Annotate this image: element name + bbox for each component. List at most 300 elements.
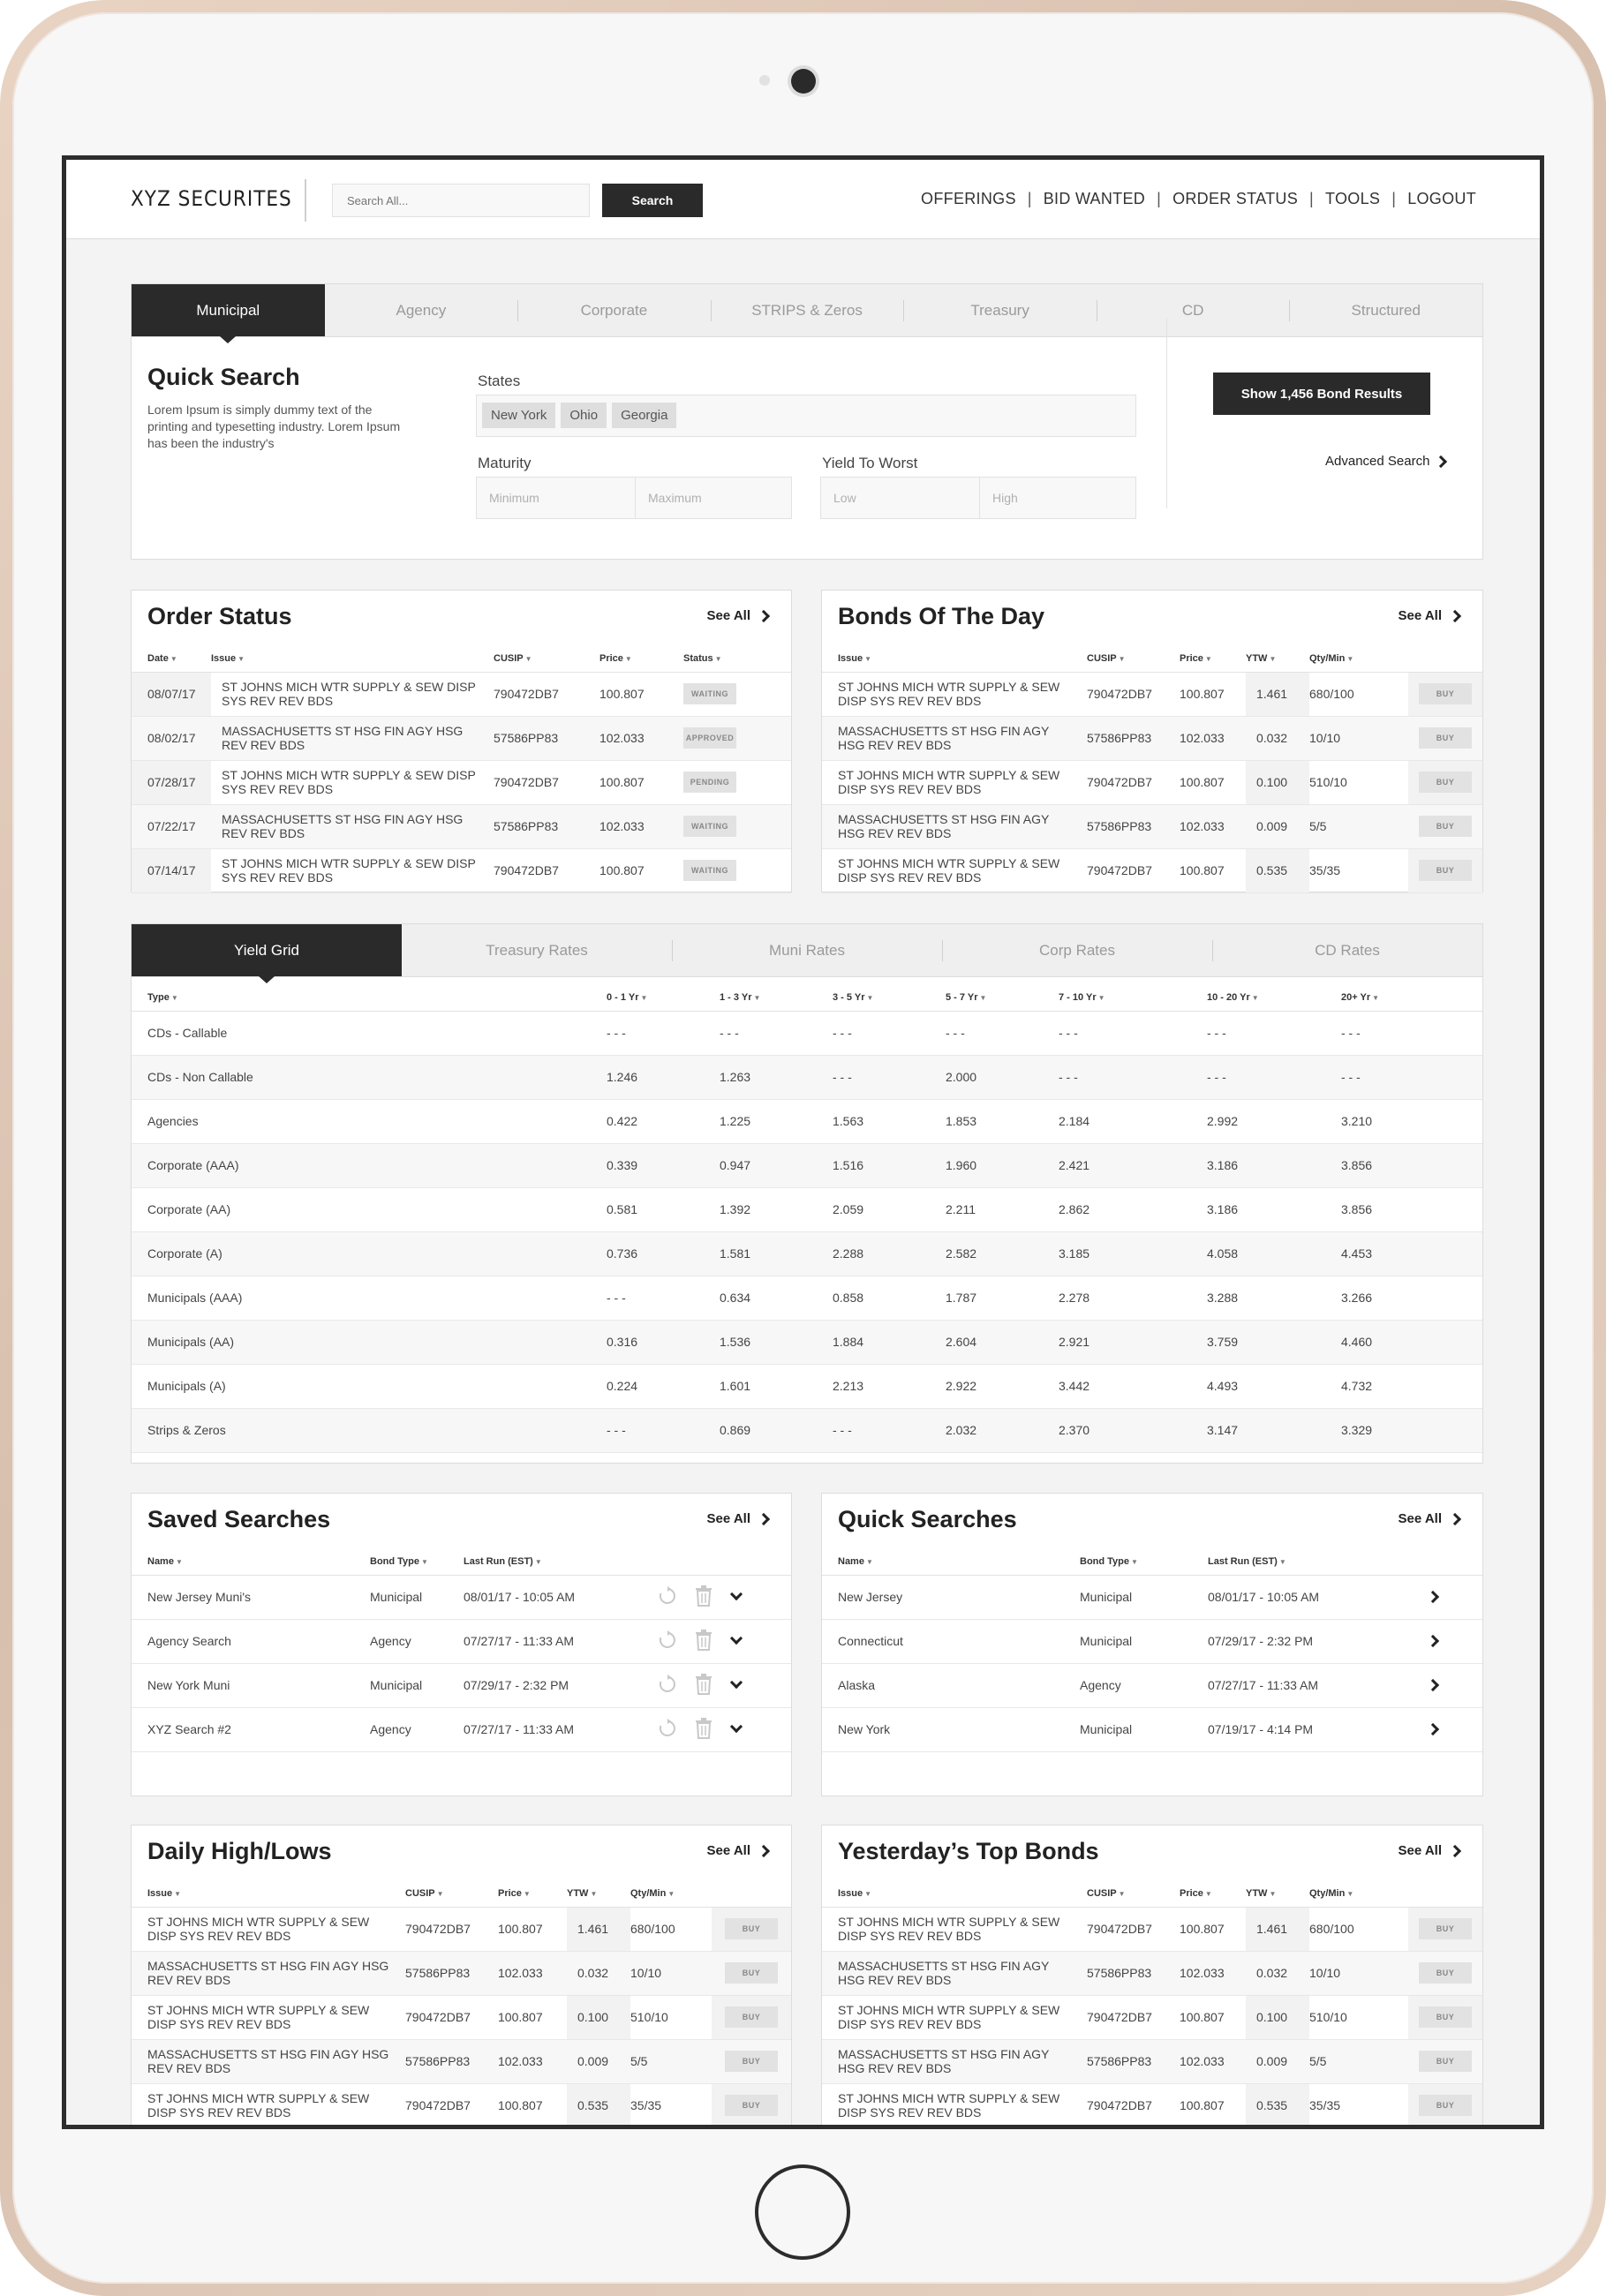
- table-row[interactable]: [132, 1187, 1482, 1231]
- buy-button[interactable]: BUY: [1419, 2006, 1472, 2028]
- states-field[interactable]: [476, 395, 1136, 437]
- yield-cell: 2.213: [833, 1364, 946, 1408]
- table-row[interactable]: [132, 2039, 791, 2083]
- type-cell: Strips & Zeros: [132, 1408, 607, 1452]
- yield-cell: 2.184: [1059, 1099, 1207, 1143]
- see-all-label: See All: [706, 1843, 750, 1858]
- chevron-down-icon[interactable]: [730, 1632, 743, 1645]
- qty-min-cell: 35/35: [1309, 848, 1408, 892]
- name-cell: New Jersey Muni's: [132, 1575, 370, 1619]
- actions-cell: [1429, 1707, 1482, 1751]
- date-cell: 07/14/17: [132, 848, 211, 892]
- see-all-label: See All: [1398, 1511, 1442, 1526]
- yield-cell: 1.853: [946, 1099, 1059, 1143]
- refresh-icon[interactable]: [658, 1719, 677, 1741]
- yield-cell: 4.058: [1207, 1231, 1341, 1276]
- column-header[interactable]: [1246, 645, 1309, 672]
- table-row[interactable]: [132, 1408, 1482, 1452]
- table-row[interactable]: [132, 760, 791, 804]
- search-input[interactable]: [332, 184, 590, 217]
- table-row[interactable]: [132, 1364, 1482, 1408]
- name-cell: New York: [822, 1707, 1080, 1751]
- daily-high-lows-table: [132, 1880, 791, 2128]
- table-row[interactable]: [822, 1995, 1482, 2039]
- main-nav: [921, 190, 1476, 208]
- ytw-cell: 1.461: [1246, 672, 1309, 716]
- issue-cell: ST JOHNS MICH WTR SUPPLY & SEW DISP SYS REV REV BDS: [822, 1995, 1087, 2039]
- table-row[interactable]: [132, 1099, 1482, 1143]
- column-header[interactable]: [946, 984, 1059, 1011]
- buy-cell: [1408, 804, 1482, 848]
- nav-tools[interactable]: TOOLS: [1325, 190, 1381, 207]
- column-header[interactable]: [132, 1880, 405, 1907]
- cusip-cell: 57586PP83: [1087, 1951, 1180, 1995]
- buy-button[interactable]: BUY: [725, 1962, 778, 1984]
- table-row[interactable]: [132, 1231, 1482, 1276]
- bonds-of-day-title: Bonds Of The Day: [838, 603, 1045, 629]
- sort-arrow-icon: ▼: [1346, 654, 1354, 663]
- last-run-cell: 07/27/17 - 11:33 AM: [1208, 1663, 1429, 1707]
- nav-separator: |: [1391, 190, 1397, 207]
- saved-searches-see-all[interactable]: [707, 1511, 768, 1526]
- sort-arrow-icon: ▼: [714, 654, 722, 663]
- column-header[interactable]: [1246, 1880, 1309, 1907]
- yield-cell: 2.370: [1059, 1408, 1207, 1452]
- maturity-label: Maturity: [478, 455, 532, 471]
- yesterdays-top-bonds-see-all[interactable]: [1399, 1843, 1459, 1858]
- tab-agency[interactable]: Agency: [396, 301, 447, 319]
- last-run-cell: 08/01/17 - 10:05 AM: [464, 1575, 658, 1619]
- table-row[interactable]: [132, 1707, 791, 1751]
- yield-cell: 2.604: [946, 1320, 1059, 1364]
- buy-button[interactable]: BUY: [1419, 683, 1472, 704]
- cusip-cell: 57586PP83: [494, 804, 599, 848]
- ytw-high-input[interactable]: High: [979, 478, 1137, 518]
- yield-cell: 3.186: [1207, 1143, 1341, 1187]
- sort-arrow-icon: ▼: [979, 993, 987, 1002]
- date-cell: 07/22/17: [132, 804, 211, 848]
- status-cell: [683, 716, 791, 760]
- table-row[interactable]: [822, 2039, 1482, 2083]
- actions-cell: [658, 1575, 791, 1619]
- table-row[interactable]: [822, 848, 1482, 892]
- yield-cell: - - -: [607, 1011, 720, 1055]
- chevron-down-icon[interactable]: [730, 1676, 743, 1689]
- table-row[interactable]: [132, 848, 791, 892]
- yield-cell: 3.147: [1207, 1408, 1341, 1452]
- yield-cell: 2.421: [1059, 1143, 1207, 1187]
- price-cell: 100.807: [599, 848, 683, 892]
- chevron-right-icon: [758, 1512, 770, 1524]
- ytw-cell: 0.100: [1246, 1995, 1309, 2039]
- type-cell: Municipals (A): [132, 1364, 607, 1408]
- table-row[interactable]: [822, 804, 1482, 848]
- table-row[interactable]: [132, 1995, 791, 2039]
- table-row[interactable]: [822, 1707, 1482, 1751]
- name-cell: Agency Search: [132, 1619, 370, 1663]
- column-header[interactable]: [1208, 1548, 1429, 1575]
- chevron-right-icon[interactable]: [1427, 1679, 1439, 1691]
- maturity-max-input[interactable]: Maximum: [635, 478, 793, 518]
- qty-min-cell: 10/10: [1309, 1951, 1408, 1995]
- nav-bid-wanted[interactable]: BID WANTED: [1043, 190, 1146, 207]
- yield-cell: 1.601: [720, 1364, 833, 1408]
- price-cell: 102.033: [1180, 716, 1246, 760]
- yield-cell: - - -: [833, 1011, 946, 1055]
- tab-strips-zeros[interactable]: STRIPS & Zeros: [711, 284, 904, 336]
- maturity-range: [476, 477, 792, 519]
- price-cell: 102.033: [1180, 2039, 1246, 2083]
- price-cell: 100.807: [1180, 1995, 1246, 2039]
- chevron-down-icon[interactable]: [730, 1588, 743, 1600]
- buy-button[interactable]: BUY: [1419, 1962, 1472, 1984]
- tab-treasury-rates[interactable]: Treasury Rates: [486, 941, 588, 959]
- nav-order-status[interactable]: ORDER STATUS: [1172, 190, 1299, 207]
- buy-button[interactable]: BUY: [725, 2006, 778, 2028]
- table-row[interactable]: [822, 1663, 1482, 1707]
- price-cell: 100.807: [498, 2083, 567, 2127]
- nav-separator: |: [1027, 190, 1032, 207]
- table-row[interactable]: [132, 1143, 1482, 1187]
- table-row[interactable]: [822, 716, 1482, 760]
- column-header[interactable]: [1341, 984, 1482, 1011]
- trash-icon[interactable]: [695, 1674, 713, 1698]
- nav-separator: |: [1309, 190, 1314, 207]
- table-row[interactable]: [822, 1575, 1482, 1619]
- sort-arrow-icon: ▼: [1372, 993, 1380, 1002]
- qty-min-cell: 5/5: [1309, 804, 1408, 848]
- yield-cell: 0.869: [720, 1408, 833, 1452]
- buy-button[interactable]: BUY: [1419, 2095, 1472, 2116]
- yield-cell: - - -: [607, 1408, 720, 1452]
- state-chip[interactable]: New York: [482, 403, 555, 428]
- logo[interactable]: XYZ SECURITES: [131, 186, 292, 211]
- column-header[interactable]: [132, 1548, 370, 1575]
- nav-offerings[interactable]: OFFERINGS: [921, 190, 1016, 207]
- qty-min-cell: 5/5: [1309, 2039, 1408, 2083]
- chevron-right-icon: [1449, 1844, 1461, 1856]
- table-row[interactable]: [132, 672, 791, 716]
- sort-arrow-icon: ▼: [1269, 654, 1277, 663]
- order-status-title: Order Status: [147, 603, 292, 629]
- column-header[interactable]: [494, 645, 599, 672]
- cusip-cell: 790472DB7: [1087, 848, 1180, 892]
- trash-icon[interactable]: [695, 1630, 713, 1653]
- tab-corporate[interactable]: Corporate: [517, 284, 711, 336]
- column-header[interactable]: [498, 1880, 567, 1907]
- cusip-cell: 790472DB7: [1087, 760, 1180, 804]
- column-header[interactable]: [822, 1880, 1087, 1907]
- column-header[interactable]: [1087, 1880, 1180, 1907]
- type-cell: Corporate (A): [132, 1231, 607, 1276]
- quick-search-panel: [131, 283, 1483, 560]
- yield-cell: 0.316: [607, 1320, 720, 1364]
- chevron-down-icon[interactable]: [730, 1720, 743, 1733]
- daily-high-lows-see-all[interactable]: [707, 1843, 768, 1858]
- column-header[interactable]: [1180, 645, 1246, 672]
- table-row[interactable]: [132, 1055, 1482, 1099]
- yield-cell: 1.884: [833, 1320, 946, 1364]
- qty-min-cell: 680/100: [1309, 1907, 1408, 1951]
- buy-button[interactable]: BUY: [1419, 2051, 1472, 2072]
- tab-treasury[interactable]: Treasury: [903, 284, 1097, 336]
- chevron-right-icon[interactable]: [1427, 1635, 1439, 1647]
- home-button[interactable]: [755, 2164, 850, 2260]
- column-header[interactable]: [1309, 645, 1408, 672]
- ytw-low-input[interactable]: Low: [833, 491, 856, 505]
- column-label: Last Run (EST): [464, 1555, 533, 1567]
- column-label: Status: [683, 652, 713, 664]
- yield-cell: 0.736: [607, 1231, 720, 1276]
- column-label: CUSIP: [494, 652, 524, 664]
- buy-button[interactable]: BUY: [1419, 1918, 1472, 1939]
- table-row[interactable]: [132, 1320, 1482, 1364]
- table-row[interactable]: [132, 804, 791, 848]
- tab-cd-rates[interactable]: CD Rates: [1212, 924, 1482, 976]
- column-label: Price: [599, 652, 623, 664]
- buy-button[interactable]: BUY: [1419, 816, 1472, 837]
- price-cell: 102.033: [599, 804, 683, 848]
- last-run-cell: 07/27/17 - 11:33 AM: [464, 1619, 658, 1663]
- refresh-icon[interactable]: [658, 1675, 677, 1697]
- tab-cd[interactable]: CD: [1097, 284, 1290, 336]
- buy-cell: [712, 1951, 791, 1995]
- issue-cell: ST JOHNS MICH WTR SUPPLY & SEW DISP SYS REV REV BDS: [822, 848, 1087, 892]
- actions-header: [1408, 645, 1482, 672]
- sort-arrow-icon: ▼: [534, 1557, 542, 1566]
- column-label: CUSIP: [1087, 652, 1117, 664]
- search-button[interactable]: Search: [602, 184, 703, 217]
- cusip-cell: 57586PP83: [405, 1951, 498, 1995]
- date-cell: 08/02/17: [132, 716, 211, 760]
- trash-icon[interactable]: [695, 1718, 713, 1742]
- column-label: Qty/Min: [630, 1887, 667, 1899]
- chevron-right-icon[interactable]: [1427, 1723, 1439, 1735]
- yield-cell: 0.581: [607, 1187, 720, 1231]
- table-row[interactable]: [822, 760, 1482, 804]
- maturity-min-input[interactable]: Minimum: [489, 491, 539, 505]
- column-header[interactable]: [1080, 1548, 1208, 1575]
- column-header[interactable]: [1309, 1880, 1408, 1907]
- table-row[interactable]: [822, 672, 1482, 716]
- saved-searches-panel: [131, 1493, 792, 1796]
- type-cell: Municipals (AAA): [132, 1276, 607, 1320]
- trash-icon[interactable]: [695, 1585, 713, 1609]
- qty-min-cell: 10/10: [630, 1951, 712, 1995]
- column-header[interactable]: [599, 645, 683, 672]
- cusip-cell: 57586PP83: [405, 2039, 498, 2083]
- bonds-of-day-see-all[interactable]: [1399, 608, 1459, 623]
- header-row: [132, 984, 1482, 1011]
- nav-logout[interactable]: LOGOUT: [1407, 190, 1476, 207]
- column-label: Qty/Min: [1309, 1887, 1346, 1899]
- yield-cell: 3.856: [1341, 1187, 1482, 1231]
- yield-cell: 1.392: [720, 1187, 833, 1231]
- refresh-icon[interactable]: [658, 1586, 677, 1608]
- category-tabs: [132, 284, 1482, 337]
- tab-municipal[interactable]: Municipal: [132, 284, 325, 336]
- state-chip[interactable]: Georgia: [612, 403, 676, 428]
- table-row[interactable]: [132, 2083, 791, 2127]
- table-row[interactable]: [132, 1951, 791, 1995]
- yield-cell: 2.000: [946, 1055, 1059, 1099]
- yield-cell: - - -: [1341, 1055, 1482, 1099]
- see-all-label: See All: [1398, 608, 1442, 623]
- qty-min-cell: 680/100: [1309, 672, 1408, 716]
- yield-cell: 1.960: [946, 1143, 1059, 1187]
- chevron-right-icon: [1435, 455, 1447, 467]
- yield-cell: 4.460: [1341, 1320, 1482, 1364]
- table-row[interactable]: [132, 1276, 1482, 1320]
- yield-cell: 3.856: [1341, 1143, 1482, 1187]
- issue-cell: ST JOHNS MICH WTR SUPPLY & SEW DISP SYS REV REV BDS: [132, 1995, 405, 2039]
- sort-arrow-icon: ▼: [1269, 1889, 1277, 1898]
- column-header[interactable]: [630, 1880, 712, 1907]
- column-header[interactable]: [464, 1548, 658, 1575]
- status-badge: PENDING: [683, 772, 736, 793]
- bonds-of-day-rows: [822, 672, 1482, 892]
- last-run-cell: 07/27/17 - 11:33 AM: [464, 1707, 658, 1751]
- price-cell: 100.807: [1180, 2083, 1246, 2127]
- sort-arrow-icon: ▼: [865, 1557, 873, 1566]
- refresh-icon[interactable]: [658, 1630, 677, 1652]
- column-header[interactable]: [720, 984, 833, 1011]
- table-row[interactable]: [822, 1907, 1482, 1951]
- column-header[interactable]: [405, 1880, 498, 1907]
- column-header[interactable]: [370, 1548, 464, 1575]
- column-header[interactable]: [1059, 984, 1207, 1011]
- issue-cell: MASSACHUSETTS ST HSG FIN AGY HSG REV REV BDS: [132, 1951, 405, 1995]
- table-row[interactable]: [132, 1619, 791, 1663]
- yield-cell: 3.442: [1059, 1364, 1207, 1408]
- buy-button[interactable]: BUY: [725, 1918, 778, 1939]
- yield-cell: - - -: [1059, 1055, 1207, 1099]
- ytw-label: Yield To Worst: [822, 455, 918, 471]
- cusip-cell: 57586PP83: [1087, 2039, 1180, 2083]
- tab-yield-grid[interactable]: Yield Grid: [132, 924, 402, 976]
- column-header[interactable]: [833, 984, 946, 1011]
- sort-arrow-icon: ▼: [170, 993, 178, 1002]
- yield-cell: 2.921: [1059, 1320, 1207, 1364]
- column-header[interactable]: [822, 645, 1087, 672]
- tab-muni-rates[interactable]: Muni Rates: [672, 924, 942, 976]
- column-header[interactable]: [822, 1548, 1080, 1575]
- issue-cell: MASSACHUSETTS ST HSG FIN AGY HSG REV REV BDS: [822, 804, 1087, 848]
- table-row[interactable]: [132, 1575, 791, 1619]
- buy-button[interactable]: BUY: [1419, 860, 1472, 881]
- yield-cell: 3.288: [1207, 1276, 1341, 1320]
- price-cell: 100.807: [1180, 760, 1246, 804]
- type-cell: Corporate (AAA): [132, 1143, 607, 1187]
- buy-cell: [712, 1907, 791, 1951]
- yield-cell: - - -: [720, 1011, 833, 1055]
- actions-cell: [658, 1619, 791, 1663]
- column-label: Issue: [838, 1887, 863, 1899]
- ytw-cell: 0.535: [1246, 848, 1309, 892]
- state-chip[interactable]: Ohio: [561, 403, 607, 428]
- order-status-panel: [131, 590, 792, 892]
- table-row[interactable]: [132, 1907, 791, 1951]
- yield-cell: - - -: [1059, 1011, 1207, 1055]
- yield-cell: 1.787: [946, 1276, 1059, 1320]
- name-cell: New York Muni: [132, 1663, 370, 1707]
- yield-cell: - - -: [946, 1011, 1059, 1055]
- status-cell: [683, 848, 791, 892]
- column-header[interactable]: [1207, 984, 1341, 1011]
- last-run-cell: 07/29/17 - 2:32 PM: [1208, 1619, 1429, 1663]
- buy-button[interactable]: BUY: [1419, 772, 1472, 793]
- buy-cell: [712, 1995, 791, 2039]
- table-row[interactable]: [822, 1951, 1482, 1995]
- column-label: Last Run (EST): [1208, 1555, 1278, 1567]
- issue-cell: ST JOHNS MICH WTR SUPPLY & SEW DISP SYS REV REV BDS: [822, 2083, 1087, 2127]
- sort-arrow-icon: ▼: [238, 654, 245, 663]
- yield-cell: 2.211: [946, 1187, 1059, 1231]
- column-header[interactable]: [132, 984, 607, 1011]
- quick-searches-see-all[interactable]: [1399, 1511, 1459, 1526]
- table-row[interactable]: [132, 1663, 791, 1707]
- buy-button[interactable]: BUY: [1419, 727, 1472, 749]
- buy-button[interactable]: BUY: [725, 2051, 778, 2072]
- column-label: CUSIP: [405, 1887, 435, 1899]
- column-label: Bond Type: [370, 1555, 420, 1567]
- name-cell: Alaska: [822, 1663, 1080, 1707]
- advanced-search-link[interactable]: [1325, 454, 1445, 469]
- cusip-cell: 790472DB7: [405, 1995, 498, 2039]
- bond-type-cell: Municipal: [1080, 1707, 1208, 1751]
- column-header[interactable]: [567, 1880, 630, 1907]
- column-header[interactable]: [683, 645, 791, 672]
- column-header[interactable]: [1180, 1880, 1246, 1907]
- sort-arrow-icon: ▼: [866, 993, 874, 1002]
- table-row[interactable]: [822, 1619, 1482, 1663]
- yield-cell: 2.278: [1059, 1276, 1207, 1320]
- column-header[interactable]: [132, 645, 211, 672]
- order-status-see-all[interactable]: [707, 608, 768, 623]
- daily-high-lows-rows: [132, 1907, 791, 2127]
- column-header[interactable]: [607, 984, 720, 1011]
- column-header[interactable]: [211, 645, 494, 672]
- buy-button[interactable]: BUY: [725, 2095, 778, 2116]
- saved-searches-table: [132, 1548, 791, 1752]
- column-header[interactable]: [1087, 645, 1180, 672]
- tab-corp-rates[interactable]: Corp Rates: [942, 924, 1212, 976]
- yield-cell: 3.210: [1341, 1099, 1482, 1143]
- sort-arrow-icon: ▼: [170, 654, 177, 663]
- header-row: [822, 645, 1482, 672]
- yield-cell: 3.266: [1341, 1276, 1482, 1320]
- issue-cell: MASSACHUSETTS ST HSG FIN AGY HSG REV REV BDS: [822, 1951, 1087, 1995]
- column-label: Price: [1180, 652, 1203, 664]
- show-results-button[interactable]: Show 1,456 Bond Results: [1213, 373, 1430, 415]
- qty-min-cell: 510/10: [630, 1995, 712, 2039]
- table-row[interactable]: [132, 1011, 1482, 1055]
- type-cell: Municipals (AA): [132, 1320, 607, 1364]
- logo-divider: [305, 179, 306, 222]
- ytw-cell: 0.032: [567, 1951, 630, 1995]
- chevron-right-icon[interactable]: [1427, 1591, 1439, 1603]
- tab-structured[interactable]: Structured: [1289, 284, 1482, 336]
- column-label: Name: [838, 1555, 864, 1567]
- bonds-of-day-panel: [821, 590, 1483, 892]
- price-cell: 100.807: [1180, 1907, 1246, 1951]
- table-row[interactable]: [132, 716, 791, 760]
- table-row[interactable]: [822, 2083, 1482, 2127]
- sort-arrow-icon: ▼: [590, 1889, 598, 1898]
- sort-arrow-icon: ▼: [667, 1889, 675, 1898]
- actions-header: [1429, 1548, 1482, 1575]
- buy-cell: [1408, 1907, 1482, 1951]
